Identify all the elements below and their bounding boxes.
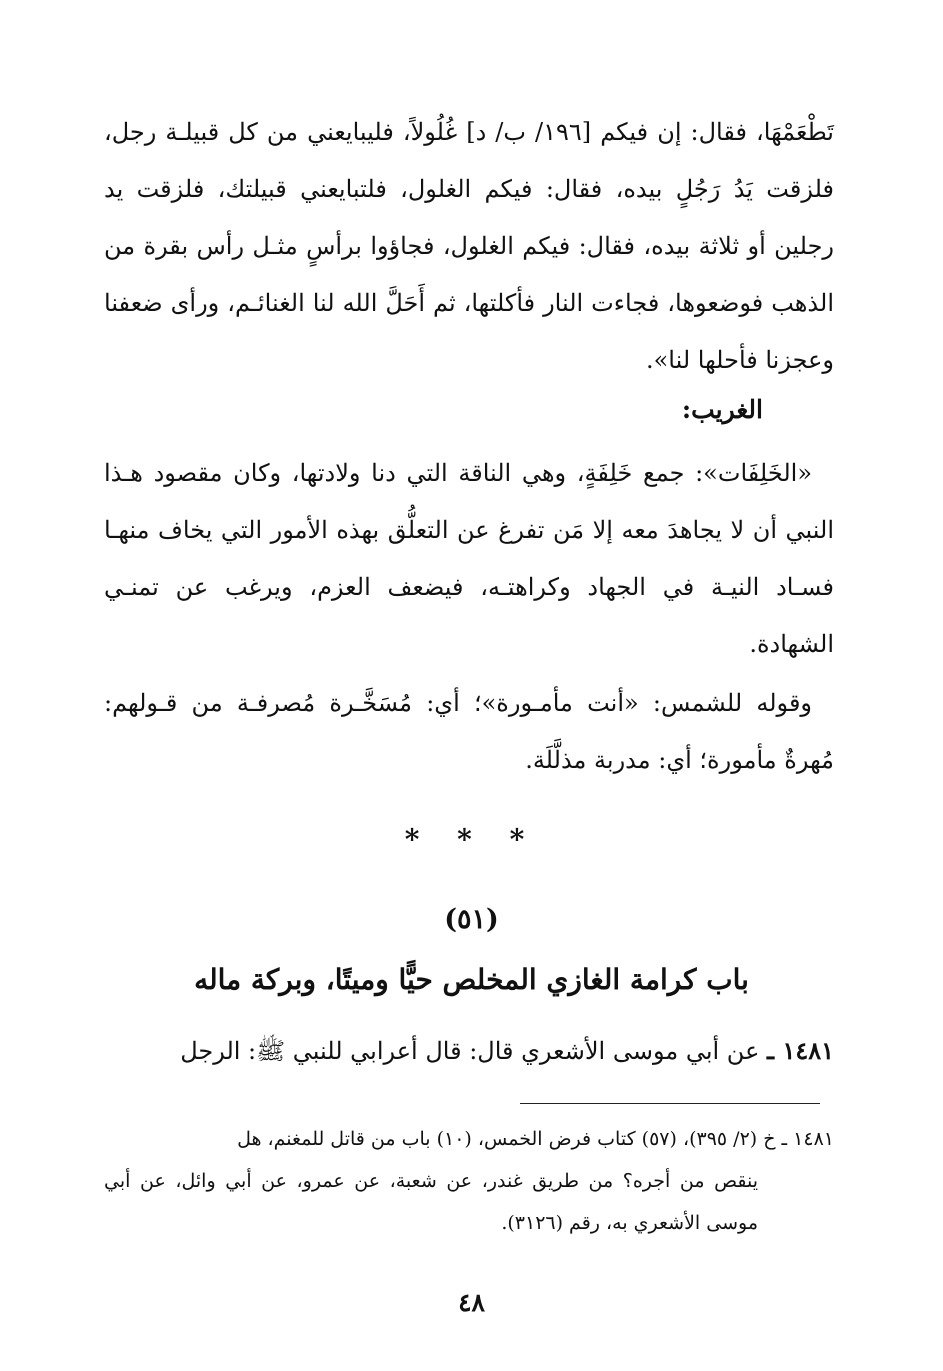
hadith-text: عن أبي موسى الأشعري قال: قال أعرابي للنبي ﷺ: الرجل <box>180 1037 760 1065</box>
section-separator: * * * <box>404 823 539 856</box>
paragraph-mamura-definition: وقوله للشمس: «أنت مأمـورة»؛ أي: مُسَخَّـرة مُصرفـة من قـولهم: مُهرةٌ مأمورة؛ أي: مدربة مذلَّلَة. <box>104 689 834 774</box>
hadith-1481-opening <box>104 1022 834 1080</box>
paragraph-khalifat-definition: «الخَلِفَات»: جمع خَلِفَةٍ، وهي الناقة التي دنا ولادتها، وكان مقصود هـذا النبي أن لا يجاهدَ معه إلا مَن تفرغ عن التعلُّق بهذه الأمور التي يخاف منهـا فسـاد النيـة في الجهاد وكراهتـه، فيضعف العزم، ويرغب عن تمنـي الشهادة. <box>104 459 834 658</box>
chapter-number: (٥١) <box>444 904 499 935</box>
page-number: ٤٨ <box>458 1288 485 1317</box>
chapter-title: باب كرامة الغازي المخلص حيًّا وميتًا، وبركة ماله <box>194 963 749 996</box>
footnote-first-line: ١٤٨١ ـ خ (٢/ ٣٩٥)، (٥٧) كتاب فرض الخمس، (١٠) باب من قاتل للمغنم، هل <box>237 1128 834 1150</box>
hadith-number: ١٤٨١ ـ <box>767 1036 834 1065</box>
footnote-divider <box>520 1103 820 1104</box>
footnote <box>104 1118 834 1244</box>
section-heading-gharib: الغريب: <box>681 395 763 424</box>
footnote-continuation: ينقص من أجره؟ من طريق غندر، عن شعبة، عن عمرو، عن أبي وائل، عن أبي موسى الأشعري به، رقم (٣١٢٦). <box>104 1170 758 1234</box>
paragraph-hadith-continuation: تَطْعَمْهَا، فقال: إن فيكم [١٩٦/ ب/ د] غُلُولاً، فليبايعني من كل قبيلـة رجل، فلزقت يَدُ رَجُلٍ بيده، فقال: فيكم الغلول، فلتبايعني قبيلتك، فلزقت يد رجلين أو ثلاثة بيده، فقال: فيكم الغلول، فجاؤوا برأسٍ مثـل رأس بقرة من الذهب فوضعوها، فجاءت النار فأكلتها، ثم أَحَلَّ الله لنا الغنائـم، ورأى ضعفنا وعجزنا فأحلها لنا». <box>104 118 835 374</box>
